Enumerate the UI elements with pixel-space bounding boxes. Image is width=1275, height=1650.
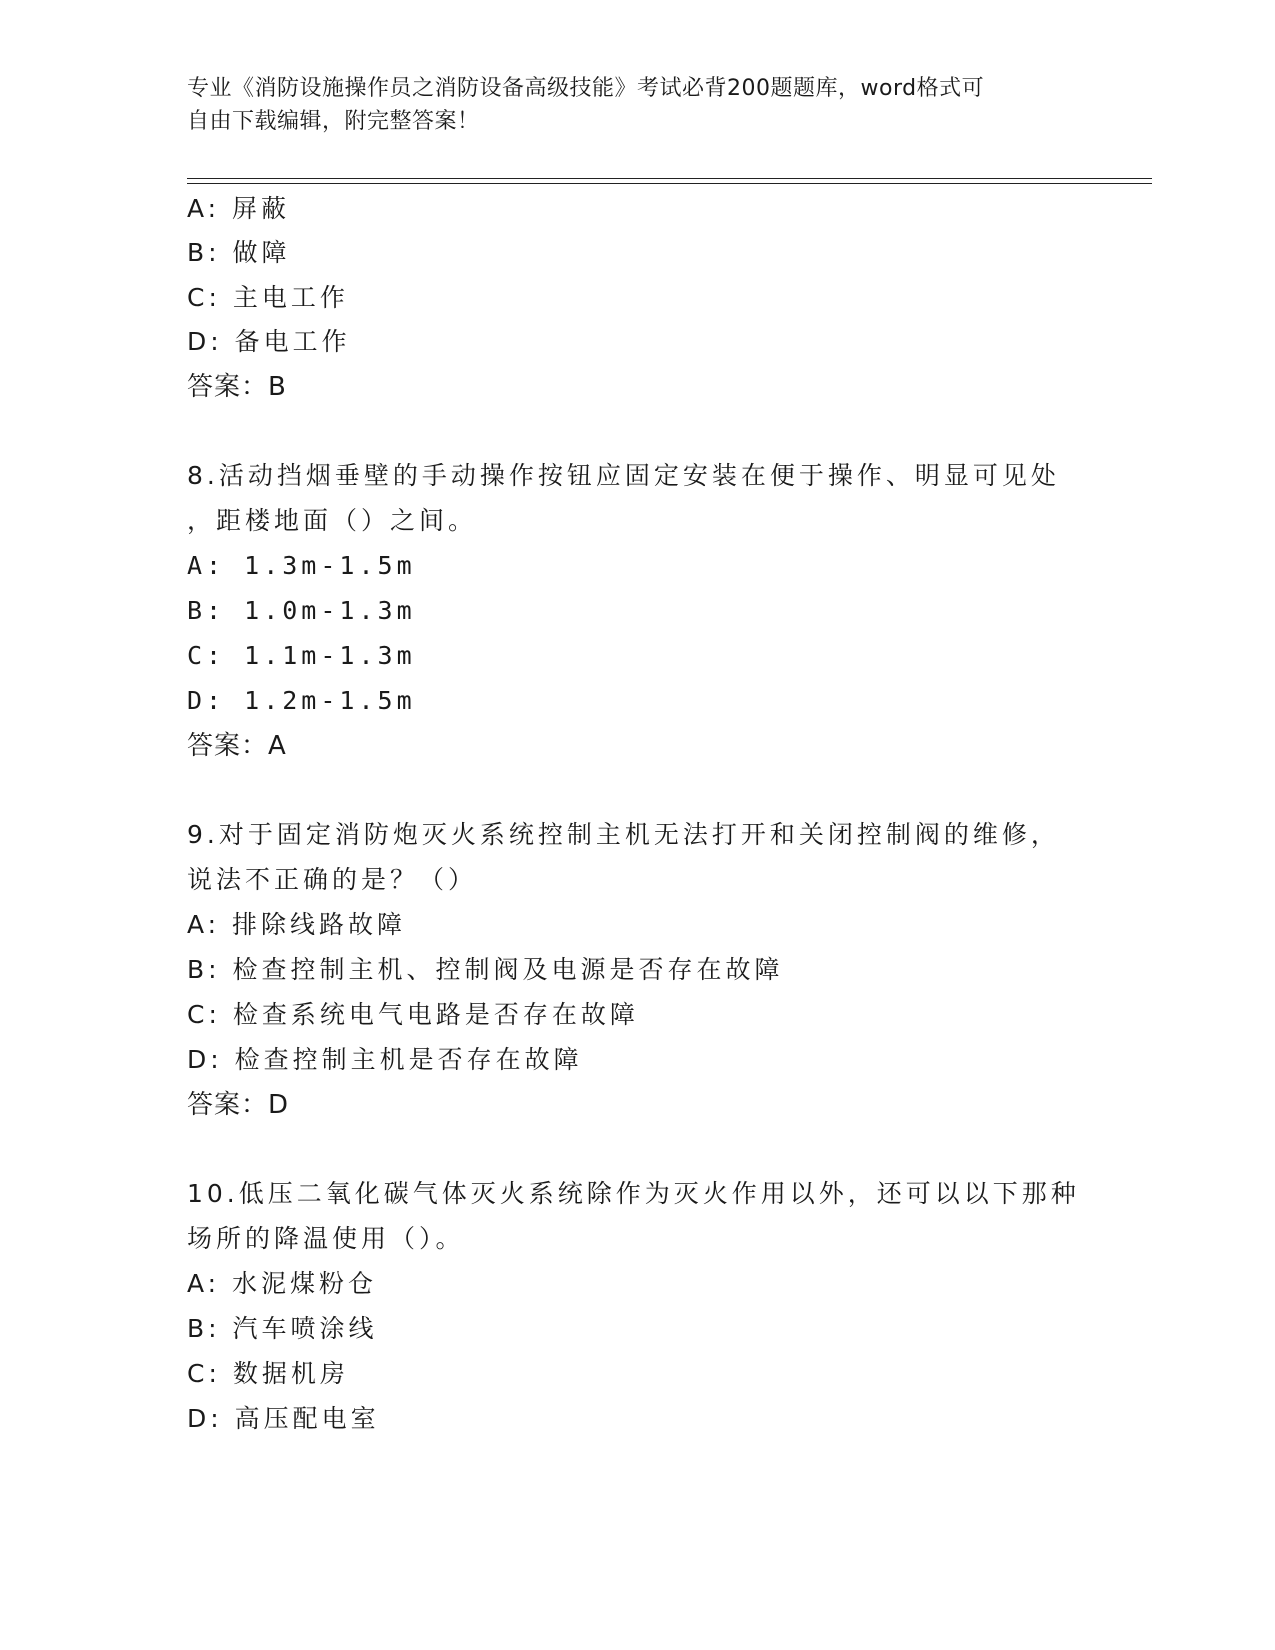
q7-option-b: B: 做障 xyxy=(187,238,291,267)
header-divider-bottom xyxy=(187,183,1152,184)
q8-option-d: D: 1.2m-1.5m xyxy=(187,686,416,715)
header-divider-top xyxy=(187,178,1152,179)
q9-answer: 答案：D xyxy=(187,1090,290,1120)
document-header xyxy=(187,72,1067,138)
q10-option-d: D: 高压配电室 xyxy=(187,1404,380,1433)
q10-option-b: B: 汽车喷涂线 xyxy=(187,1314,378,1343)
q8-option-c: C: 1.1m-1.3m xyxy=(187,641,416,670)
q9-option-c: C: 检查系统电气电路是否存在故障 xyxy=(187,1000,639,1029)
q10-option-c: C: 数据机房 xyxy=(187,1359,349,1388)
q8-stem-line-1: 8.活动挡烟垂壁的手动操作按钮应固定安装在便于操作、明显可见处 xyxy=(187,461,1060,490)
q10-stem-line-2: 场所的降温使用（）。 xyxy=(187,1224,465,1253)
q8-answer: 答案：A xyxy=(187,731,287,761)
q8-option-b: B: 1.0m-1.3m xyxy=(187,596,416,625)
q7-option-a: A: 屏蔽 xyxy=(187,194,291,223)
q9-stem-line-1: 9.对于固定消防炮灭火系统控制主机无法打开和关闭控制阀的维修， xyxy=(187,820,1060,849)
q10-stem-line-1: 10.低压二氧化碳气体灭火系统除作为灭火作用以外，还可以以下那种 xyxy=(187,1179,1080,1208)
q10-option-a: A: 水泥煤粉仓 xyxy=(187,1269,378,1298)
q8-stem-line-2: ，距楼地面（）之间。 xyxy=(187,506,478,535)
q7-option-c: C: 主电工作 xyxy=(187,283,349,312)
header-line-1: 专业《消防设施操作员之消防设备高级技能》考试必背200题题库，word格式可 xyxy=(187,76,985,101)
q9-option-a: A: 排除线路故障 xyxy=(187,910,407,939)
q9-stem-line-2: 说法不正确的是？（） xyxy=(187,865,478,894)
q9-option-b: B: 检查控制主机、控制阀及电源是否存在故障 xyxy=(187,955,784,984)
header-line-2: 自由下载编辑，附完整答案！ xyxy=(187,109,480,134)
q7-option-d: D: 备电工作 xyxy=(187,327,351,356)
q7-answer: 答案：B xyxy=(187,372,287,402)
q9-option-d: D: 检查控制主机是否存在故障 xyxy=(187,1045,583,1074)
q8-option-a: A: 1.3m-1.5m xyxy=(187,551,416,580)
